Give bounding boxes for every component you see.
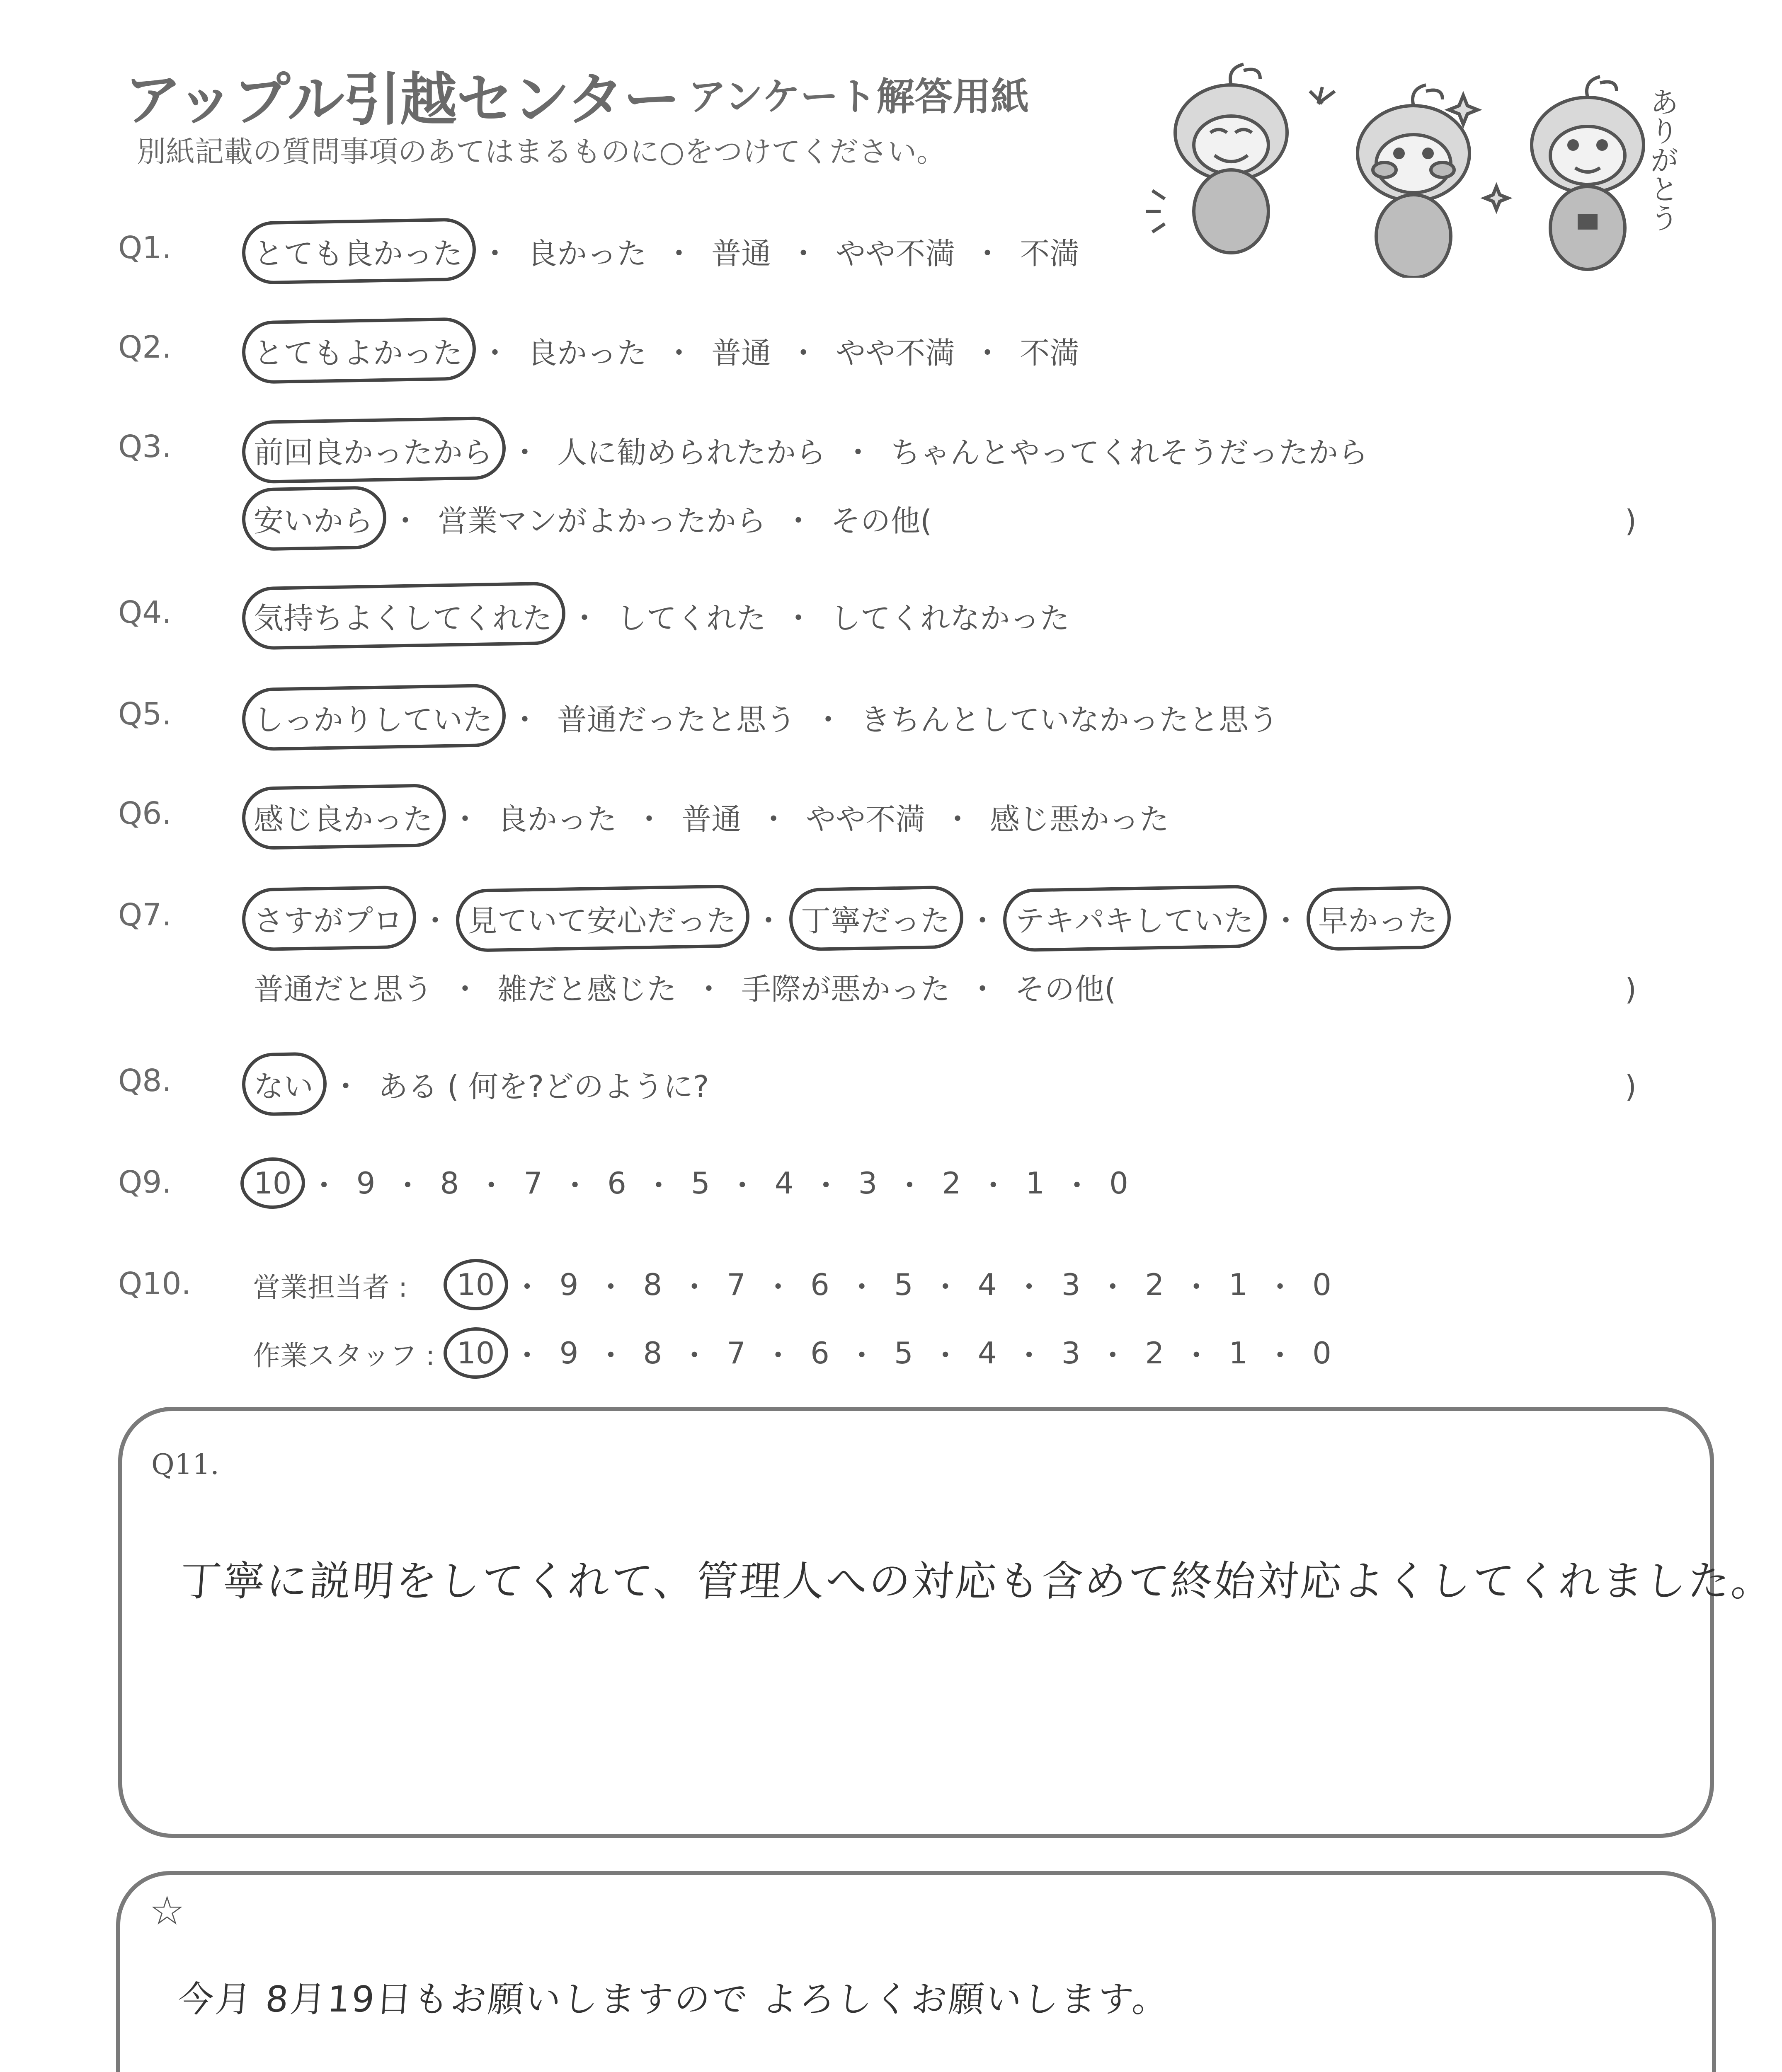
q7-options-line1: さすがプロ ・ 見ていて安心だった ・ 丁寧だった ・ テキパキしていた ・ 早かった bbox=[245, 894, 1447, 942]
q9-score[interactable]: 5 bbox=[691, 1166, 710, 1201]
q2-options: とてもよかった ・ 良かった ・ 普通 ・ やや不満 ・ 不満 bbox=[245, 327, 1089, 375]
q1-options: とても良かった ・ 良かった ・ 普通 ・ やや不満 ・ 不満 bbox=[245, 227, 1089, 275]
q10-staff-label: 作業スタッフ : bbox=[253, 1339, 435, 1372]
q6-number: Q6. bbox=[118, 796, 172, 831]
q2-number: Q2. bbox=[118, 329, 172, 365]
q1-option[interactable]: 不満 bbox=[1020, 236, 1080, 271]
star-icon: ☆ bbox=[149, 1888, 185, 1934]
monkey-laughing-icon bbox=[1146, 64, 1287, 253]
q3-paren-close: ) bbox=[1625, 503, 1637, 538]
q3-options-line2: 安いから ・ 営業マンがよかったから ・ その他( bbox=[245, 494, 941, 542]
q9-scale: 10 ・ 9 ・ 8 ・ 7 ・ 6 ・ 5 ・ 4 ・ 3 ・ 2 ・ 1 ・ 0 bbox=[245, 1162, 1137, 1205]
monkey-shy-icon bbox=[1310, 85, 1469, 278]
q9-score[interactable]: 8 bbox=[440, 1166, 459, 1201]
q10-staff-score[interactable]: 6 bbox=[810, 1336, 829, 1370]
q10-sales-score[interactable]: 4 bbox=[977, 1267, 997, 1302]
q3-option[interactable]: 営業マンがよかったから bbox=[438, 503, 766, 538]
q4-options: 気持ちよくしてくれた ・ してくれた ・ してくれなかった bbox=[245, 592, 1079, 640]
q10-staff-score[interactable]: 4 bbox=[977, 1336, 997, 1370]
q6-option[interactable]: 感じ悪かった bbox=[990, 802, 1169, 837]
q9-score[interactable]: 0 bbox=[1109, 1166, 1128, 1201]
q9-score[interactable]: 3 bbox=[858, 1166, 878, 1201]
q8-option-selected[interactable]: ない bbox=[245, 1060, 322, 1108]
q5-options: しっかりしていた ・ 普通だったと思う ・ きちんとしていなかったと思う bbox=[245, 693, 1287, 741]
note-comment-box[interactable] bbox=[116, 1871, 1716, 2072]
note-comment-text: 今月 8月19日もお願いしますので よろしくお願いします。 bbox=[176, 1979, 1171, 2020]
company-name: アップル引越センター bbox=[124, 66, 680, 133]
q3-number: Q3. bbox=[118, 429, 172, 465]
q10-staff-score[interactable]: 0 bbox=[1312, 1336, 1331, 1370]
q10-staff-score[interactable]: 5 bbox=[894, 1336, 913, 1370]
q10-sales-score[interactable]: 5 bbox=[894, 1267, 913, 1302]
q7-option-selected[interactable]: 見ていて安心だった bbox=[458, 894, 745, 942]
q9-number: Q9. bbox=[118, 1164, 172, 1200]
q7-option[interactable]: 雑だと感じた bbox=[497, 972, 677, 1007]
q4-option-selected[interactable]: 気持ちよくしてくれた bbox=[245, 592, 561, 640]
q7-option[interactable]: 手際が悪かった bbox=[741, 972, 950, 1007]
q10-staff-score[interactable]: 3 bbox=[1061, 1336, 1081, 1370]
q8-number: Q8. bbox=[118, 1063, 172, 1099]
q5-option[interactable]: 普通だったと思う bbox=[557, 702, 796, 737]
q9-score[interactable]: 1 bbox=[1026, 1166, 1045, 1201]
q5-number: Q5. bbox=[118, 696, 172, 732]
q10-sales-score[interactable]: 7 bbox=[727, 1267, 746, 1302]
q3-option[interactable]: 人に勧められたから bbox=[557, 435, 826, 470]
q7-option-selected[interactable]: 丁寧だった bbox=[792, 894, 959, 942]
q3-option[interactable]: ちゃんとやってくれそうだったから bbox=[890, 435, 1368, 470]
q10-staff-score[interactable]: 2 bbox=[1145, 1336, 1164, 1370]
q10-sales-label: 営業担当者 : bbox=[253, 1271, 408, 1303]
q10-number: Q10. bbox=[118, 1266, 191, 1302]
q7-option-other[interactable]: その他( bbox=[1015, 972, 1116, 1007]
q6-option[interactable]: 普通 bbox=[681, 802, 742, 837]
q9-score[interactable]: 2 bbox=[942, 1166, 961, 1201]
q10-staff-score-selected[interactable]: 10 bbox=[448, 1333, 504, 1373]
q7-option-selected[interactable]: さすがプロ bbox=[245, 894, 412, 942]
q2-option[interactable]: 良かった bbox=[527, 336, 647, 370]
q6-option-selected[interactable]: 感じ良かった bbox=[245, 793, 442, 841]
q1-option[interactable]: やや不満 bbox=[836, 236, 955, 271]
q10-staff-scale: 作業スタッフ : 10 ・ 9 ・ 8 ・ 7 ・ 6 ・ 5 ・ 4 ・ 3 ・ 2 ・ 1 ・ 0 bbox=[253, 1331, 1341, 1375]
q10-sales-score[interactable]: 3 bbox=[1061, 1267, 1081, 1302]
q9-score[interactable]: 9 bbox=[356, 1166, 376, 1201]
instruction-text: 別紙記載の質問事項のあてはまるものに○をつけてください。 bbox=[137, 135, 946, 169]
q7-paren-close: ) bbox=[1625, 972, 1637, 1007]
q10-staff-score[interactable]: 1 bbox=[1229, 1336, 1248, 1370]
q10-sales-score-selected[interactable]: 10 bbox=[448, 1265, 504, 1305]
q9-score-selected[interactable]: 10 bbox=[245, 1163, 301, 1203]
q2-option[interactable]: 不満 bbox=[1020, 336, 1080, 370]
q6-options: 感じ良かった ・ 良かった ・ 普通 ・ やや不満 ・ 感じ悪かった bbox=[245, 793, 1178, 841]
q8-options: ない ・ ある ( 何を?どのように? bbox=[245, 1060, 718, 1108]
q8-option[interactable]: ある ( 何を?どのように? bbox=[378, 1069, 709, 1104]
form-name: アンケート解答用紙 bbox=[688, 75, 1029, 119]
mascot-monkeys-illustration bbox=[1144, 62, 1700, 278]
q1-number: Q1. bbox=[118, 230, 172, 266]
q5-option-selected[interactable]: しっかりしていた bbox=[245, 693, 502, 741]
q10-sales-score[interactable]: 1 bbox=[1229, 1267, 1248, 1302]
q10-sales-score[interactable]: 2 bbox=[1145, 1267, 1164, 1302]
q10-staff-score[interactable]: 8 bbox=[643, 1336, 662, 1370]
q4-option[interactable]: してくれなかった bbox=[831, 601, 1070, 636]
q6-option[interactable]: やや不満 bbox=[806, 802, 926, 837]
q2-option[interactable]: 普通 bbox=[711, 336, 771, 370]
q4-option[interactable]: してくれた bbox=[617, 601, 766, 636]
q11-comment-text: 丁寧に説明をしてくれて、管理人への対応も含めて終始対応よくしてくれました。 bbox=[178, 1557, 1776, 1605]
q7-option-selected[interactable]: 早かった bbox=[1309, 894, 1447, 942]
q2-option-selected[interactable]: とてもよかった bbox=[245, 327, 472, 375]
q7-option-selected[interactable]: テキパキしていた bbox=[1006, 894, 1263, 942]
q3-options-line1: 前回良かったから ・ 人に勧められたから ・ ちゃんとやってくれそうだったから bbox=[245, 426, 1377, 474]
q11-comment-box[interactable] bbox=[118, 1407, 1776, 1838]
q1-option[interactable]: 良かった bbox=[527, 236, 647, 271]
q9-score[interactable]: 7 bbox=[524, 1166, 543, 1201]
q4-number: Q4. bbox=[118, 595, 172, 630]
q2-option[interactable]: やや不満 bbox=[836, 336, 955, 370]
q3-option-selected[interactable]: 安いから bbox=[245, 494, 382, 542]
q6-option[interactable]: 良かった bbox=[497, 802, 617, 837]
q10-staff-score[interactable]: 7 bbox=[727, 1336, 746, 1370]
q7-options-line2: 普通だと思う ・ 雑だと感じた ・ 手際が悪かった ・ その他( bbox=[245, 963, 1125, 1011]
q1-option-selected[interactable]: とても良かった bbox=[245, 227, 472, 275]
q9-score[interactable]: 4 bbox=[774, 1166, 794, 1201]
q10-staff-score[interactable]: 9 bbox=[559, 1336, 579, 1370]
q11-label: Q11. bbox=[151, 1448, 219, 1481]
q3-option-other[interactable]: その他( bbox=[831, 503, 932, 538]
q10-sales-score[interactable]: 6 bbox=[810, 1267, 829, 1302]
q7-number: Q7. bbox=[118, 897, 172, 933]
q9-score[interactable]: 6 bbox=[607, 1166, 626, 1201]
monkey-bowing-icon bbox=[1532, 77, 1644, 269]
q5-option[interactable]: きちんとしていなかったと思う bbox=[861, 702, 1279, 737]
q10-sales-score[interactable]: 8 bbox=[643, 1267, 662, 1302]
q10-sales-scale: 営業担当者 : 10 ・ 9 ・ 8 ・ 7 ・ 6 ・ 5 ・ 4 ・ 3 ・ 2 ・ 1 ・ 0 bbox=[253, 1263, 1341, 1306]
q1-option[interactable]: 普通 bbox=[711, 236, 771, 271]
q3-option-selected[interactable]: 前回良かったから bbox=[245, 426, 502, 474]
q10-sales-score[interactable]: 0 bbox=[1312, 1267, 1331, 1302]
mascot-caption: ありがとう bbox=[1645, 87, 1679, 232]
q10-sales-score[interactable]: 9 bbox=[559, 1267, 579, 1302]
q7-option[interactable]: 普通だと思う bbox=[254, 972, 433, 1007]
q8-paren-close: ) bbox=[1625, 1069, 1637, 1104]
